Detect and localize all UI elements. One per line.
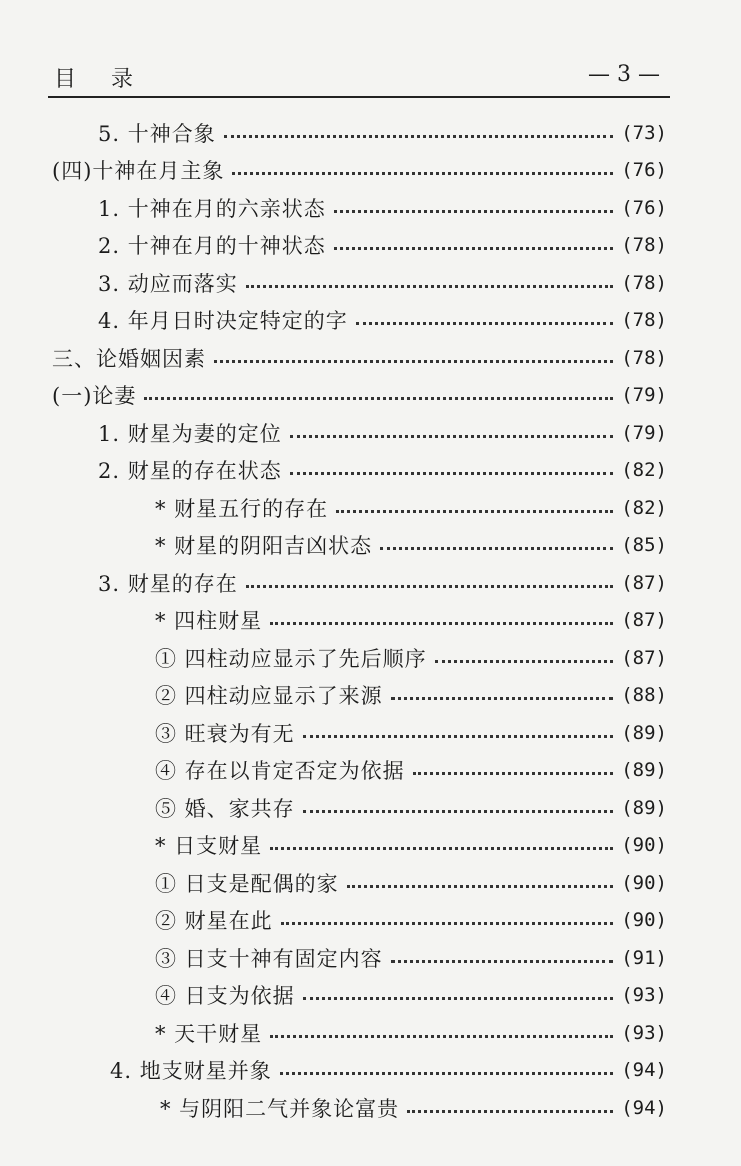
toc-dot-leader [246,285,614,288]
toc-dot-leader [303,997,614,1000]
toc-entry-page: (82) [621,459,667,481]
toc-entry-page: (79) [621,422,667,444]
toc-entry-page: (90) [621,872,667,894]
toc-dot-leader [380,547,613,550]
toc-entry-title: 1. 财星为妻的定位 [98,422,282,446]
toc-dot-leader [246,585,614,588]
toc-entry [155,978,667,1012]
toc-entry [155,716,667,750]
toc-entry-page: (78) [621,234,667,256]
toc-dot-leader [224,135,614,138]
toc-dot-leader [334,210,614,213]
toc-dot-leader [290,472,614,475]
toc-entry-page: (76) [621,197,667,219]
toc-entry-title: * 日支财星 [155,834,263,858]
toc-entry-title: * 财星的阴阳吉凶状态 [155,534,373,558]
toc-entry [98,566,667,600]
toc-entry-title: * 与阴阳二气并象论富贵 [160,1097,400,1121]
toc-entry [98,116,667,150]
toc-entry-page: (73) [621,122,667,144]
toc-entry [98,453,667,487]
toc-entry [110,1053,667,1087]
toc-dot-leader [336,510,613,513]
toc-dot-leader [435,660,614,663]
toc-entry [52,153,667,187]
toc-entry-title: (一)论妻 [52,384,137,408]
toc-entry [155,641,667,675]
toc-entry-page: (82) [621,497,667,519]
toc-entry [155,941,667,975]
toc-entry-page: (88) [621,684,667,706]
toc-entry-title: 三、论婚姻因素 [52,347,206,371]
toc-entry-page: (94) [621,1059,667,1081]
toc-entry-title: 3. 动应而落实 [98,272,238,296]
toc-entry-title: 2. 十神在月的十神状态 [98,234,326,258]
toc-entry [155,1016,667,1050]
toc-entry-page: (78) [621,347,667,369]
toc-entry [155,866,667,900]
toc-entry-page: (89) [621,759,667,781]
toc-dot-leader [356,322,614,325]
toc-entry [98,228,667,262]
toc-entry [98,416,667,450]
toc-entry [155,828,667,862]
toc-dot-leader [270,847,613,850]
toc-entry-page: (76) [621,159,667,181]
toc-dot-leader [413,772,614,775]
toc-dot-leader [232,172,613,175]
toc-entry-title: 1. 十神在月的六亲状态 [98,197,326,221]
toc-entry [155,528,667,562]
toc-entry [52,341,667,375]
toc-entry-title: 4. 地支财星并象 [110,1059,272,1083]
toc-entry [160,1091,667,1125]
toc-entry-title: ③ 旺衰为有无 [155,722,295,746]
toc-entry-page: (90) [621,834,667,856]
toc-entry [98,191,667,225]
toc-entry [98,303,667,337]
toc-entry-title: ② 四柱动应显示了来源 [155,684,383,708]
toc-entry-title: ② 财星在此 [155,909,273,933]
toc-entry [52,378,667,412]
toc-entry [155,753,667,787]
toc-entry-title: * 天干财星 [155,1022,263,1046]
toc-entry [98,266,667,300]
header-title: 目 录 [54,67,147,92]
toc-entry [155,791,667,825]
toc-dot-leader [407,1110,613,1113]
toc-entry-title: * 财星五行的存在 [155,497,329,521]
toc-entry-page: (78) [621,309,667,331]
page-header [48,62,670,90]
header-page-number: — 3 — [588,62,660,87]
toc-entry-title: ③ 日支十神有固定内容 [155,947,383,971]
toc-entry-page: (93) [621,984,667,1006]
toc-entry-page: (93) [621,1022,667,1044]
toc-dot-leader [214,360,613,363]
toc-entry-title: 2. 财星的存在状态 [98,459,282,483]
toc-dot-leader [391,697,614,700]
toc-entry-page: (78) [621,272,667,294]
toc-entry-page: (89) [621,722,667,744]
toc-entry [155,903,667,937]
toc-entry [155,603,667,637]
toc-entry-title: 5. 十神合象 [98,122,216,146]
toc-dot-leader [303,810,614,813]
toc-entry-title: ⑤ 婚、家共存 [155,797,295,821]
toc-entry-title: ① 日支是配偶的家 [155,872,339,896]
header-rule [48,96,670,98]
toc-entry-page: (85) [621,534,667,556]
toc-entry-title: 3. 财星的存在 [98,572,238,596]
toc-dot-leader [280,1072,614,1075]
toc-entry-title: 4. 年月日时决定特定的字 [98,309,348,333]
toc-dot-leader [303,735,614,738]
toc-entry-page: (89) [621,797,667,819]
toc-dot-leader [290,435,614,438]
toc-entry-page: (94) [621,1097,667,1119]
toc-dot-leader [144,397,613,400]
toc-entry-page: (87) [621,572,667,594]
toc-dot-leader [391,960,614,963]
toc-entry-title: ① 四柱动应显示了先后顺序 [155,647,427,671]
toc-entry-page: (90) [621,909,667,931]
toc-entry-title: * 四柱财星 [155,609,263,633]
toc-dot-leader [281,922,614,925]
toc-dot-leader [347,885,614,888]
toc-entry-page: (87) [621,609,667,631]
toc-dot-leader [334,247,614,250]
toc-entry-page: (87) [621,647,667,669]
toc-entry-title: ④ 存在以肯定否定为依据 [155,759,405,783]
toc-entry [155,491,667,525]
toc-entry [155,678,667,712]
toc-dot-leader [270,622,613,625]
toc-entry-page: (91) [621,947,667,969]
toc-entry-title: (四)十神在月主象 [52,159,225,183]
toc-entry-page: (79) [621,384,667,406]
toc-entry-title: ④ 日支为依据 [155,984,295,1008]
toc-dot-leader [270,1035,613,1038]
